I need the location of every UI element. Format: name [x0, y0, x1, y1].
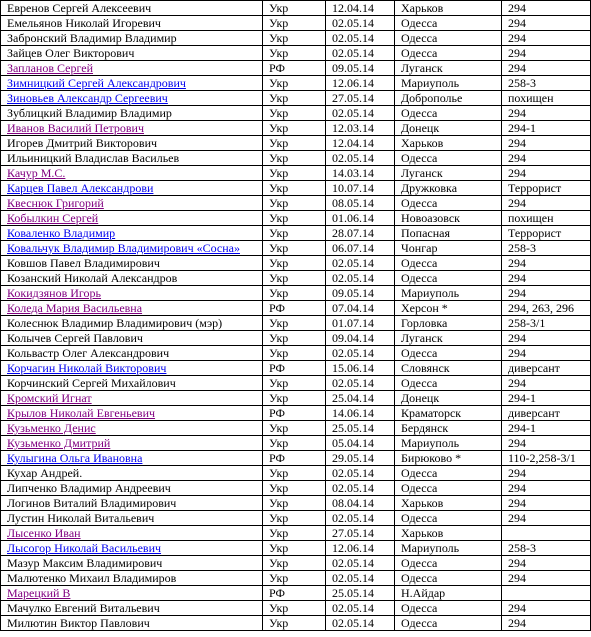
- person-link[interactable]: Кузьменко Дмитрий: [7, 436, 111, 450]
- name-cell: [1, 76, 263, 91]
- date-cell: 02.05.14: [326, 466, 395, 481]
- code-cell: 110-2,258-3/1: [502, 451, 591, 466]
- city-cell: Донецк: [395, 121, 502, 136]
- country-cell: Укр: [263, 511, 326, 526]
- date-cell: 09.05.14: [326, 61, 395, 76]
- table-row: [1, 151, 591, 166]
- name-cell: Зайцев Олег Викторович: [1, 46, 263, 61]
- person-link[interactable]: Кромский Игнат: [7, 391, 92, 405]
- city-cell: Доброполье: [395, 91, 502, 106]
- name-cell: Логинов Виталий Владимирович: [1, 496, 263, 511]
- city-cell: Бердянск: [395, 421, 502, 436]
- person-link[interactable]: Зиновьев Александр Сергеевич: [7, 91, 168, 105]
- country-cell: Укр: [263, 211, 326, 226]
- country-cell: РФ: [263, 586, 326, 601]
- name-cell: [1, 61, 263, 76]
- date-cell: 02.05.14: [326, 106, 395, 121]
- city-cell: Мариуполь: [395, 436, 502, 451]
- person-link[interactable]: Коваленко Владимир: [7, 226, 116, 240]
- date-cell: 08.04.14: [326, 496, 395, 511]
- table-row: [1, 211, 591, 226]
- date-cell: 12.04.14: [326, 136, 395, 151]
- person-link[interactable]: Кобылкин Сергей: [7, 211, 99, 225]
- date-cell: 02.05.14: [326, 601, 395, 616]
- country-cell: Укр: [263, 436, 326, 451]
- code-cell: [502, 526, 591, 541]
- code-cell: 294: [502, 1, 591, 16]
- country-cell: Укр: [263, 316, 326, 331]
- code-cell: 294: [502, 46, 591, 61]
- code-cell: 294-1: [502, 391, 591, 406]
- country-cell: РФ: [263, 61, 326, 76]
- name-cell: Игорев Дмитрий Викторович: [1, 136, 263, 151]
- name-cell: Евренов Сергей Алексеевич: [1, 1, 263, 16]
- person-link[interactable]: Зимницкий Сергей Александрович: [7, 76, 186, 90]
- city-cell: Луганск: [395, 166, 502, 181]
- person-link[interactable]: Кузьменко Денис: [7, 421, 96, 435]
- table-row: [1, 481, 591, 496]
- code-cell: 294: [502, 616, 591, 631]
- date-cell: 02.05.14: [326, 16, 395, 31]
- code-cell: 294: [502, 286, 591, 301]
- city-cell: Мариуполь: [395, 541, 502, 556]
- table-row: [1, 91, 591, 106]
- code-cell: 294-1: [502, 121, 591, 136]
- country-cell: Укр: [263, 166, 326, 181]
- name-cell: [1, 526, 263, 541]
- country-cell: Укр: [263, 226, 326, 241]
- city-cell: Донецк: [395, 391, 502, 406]
- name-cell: Кухар Андрей.: [1, 466, 263, 481]
- country-cell: Укр: [263, 241, 326, 256]
- person-link[interactable]: Коледа Мария Васильевна: [7, 301, 143, 315]
- code-cell: 294: [502, 466, 591, 481]
- country-cell: Укр: [263, 346, 326, 361]
- name-cell: [1, 211, 263, 226]
- city-cell: Одесса: [395, 151, 502, 166]
- table-row: [1, 61, 591, 76]
- code-cell: 294: [502, 511, 591, 526]
- table-row: [1, 226, 591, 241]
- date-cell: 27.05.14: [326, 526, 395, 541]
- code-cell: Террорист: [502, 181, 591, 196]
- date-cell: 02.05.14: [326, 256, 395, 271]
- name-cell: Ковшов Павел Владимирович: [1, 256, 263, 271]
- code-cell: 294: [502, 136, 591, 151]
- name-cell: Колеснюк Владимир Владимирович (мэр): [1, 316, 263, 331]
- city-cell: Краматорск: [395, 406, 502, 421]
- table-row: [1, 571, 591, 586]
- country-cell: Укр: [263, 541, 326, 556]
- country-cell: Укр: [263, 16, 326, 31]
- city-cell: Бирюково *: [395, 451, 502, 466]
- country-cell: Укр: [263, 496, 326, 511]
- name-cell: [1, 436, 263, 451]
- person-link[interactable]: Ковальчук Владимир Владимирович «Сосна»: [7, 241, 240, 255]
- name-cell: Корчинский Сергей Михайлович: [1, 376, 263, 391]
- table-row: [1, 451, 591, 466]
- date-cell: 12.03.14: [326, 121, 395, 136]
- name-cell: Мачулко Евгений Витальевич: [1, 601, 263, 616]
- name-cell: [1, 541, 263, 556]
- city-cell: Харьков: [395, 136, 502, 151]
- name-cell: [1, 196, 263, 211]
- name-cell: [1, 121, 263, 136]
- table-row: [1, 376, 591, 391]
- name-cell: [1, 91, 263, 106]
- table-row: [1, 136, 591, 151]
- person-link[interactable]: Марецкий В: [7, 586, 71, 600]
- city-cell: Одесса: [395, 271, 502, 286]
- city-cell: Херсон *: [395, 301, 502, 316]
- country-cell: Укр: [263, 121, 326, 136]
- code-cell: 294, 263, 296: [502, 301, 591, 316]
- person-link[interactable]: Иванов Василий Петрович: [7, 121, 145, 135]
- code-cell: похищен: [502, 211, 591, 226]
- table-row: [1, 241, 591, 256]
- code-cell: 258-3/1: [502, 316, 591, 331]
- country-cell: РФ: [263, 406, 326, 421]
- records-table-body: [1, 1, 591, 631]
- code-cell: 294: [502, 196, 591, 211]
- country-cell: РФ: [263, 451, 326, 466]
- date-cell: 02.05.14: [326, 346, 395, 361]
- city-cell: Новоазовск: [395, 211, 502, 226]
- city-cell: Одесса: [395, 16, 502, 31]
- date-cell: 25.05.14: [326, 586, 395, 601]
- code-cell: 294: [502, 601, 591, 616]
- city-cell: Одесса: [395, 256, 502, 271]
- code-cell: 294: [502, 106, 591, 121]
- city-cell: Одесса: [395, 481, 502, 496]
- name-cell: [1, 301, 263, 316]
- table-row: [1, 316, 591, 331]
- city-cell: Дружковка: [395, 181, 502, 196]
- code-cell: диверсант: [502, 406, 591, 421]
- city-cell: Одесса: [395, 31, 502, 46]
- country-cell: Укр: [263, 91, 326, 106]
- country-cell: Укр: [263, 556, 326, 571]
- country-cell: Укр: [263, 526, 326, 541]
- name-cell: Малютенко Михаил Владимиров: [1, 571, 263, 586]
- country-cell: РФ: [263, 361, 326, 376]
- country-cell: Укр: [263, 76, 326, 91]
- code-cell: похищен: [502, 91, 591, 106]
- date-cell: 02.05.14: [326, 571, 395, 586]
- table-row: [1, 121, 591, 136]
- table-row: [1, 601, 591, 616]
- name-cell: [1, 391, 263, 406]
- country-cell: Укр: [263, 151, 326, 166]
- date-cell: 09.05.14: [326, 286, 395, 301]
- name-cell: [1, 286, 263, 301]
- code-cell: 294: [502, 16, 591, 31]
- name-cell: [1, 226, 263, 241]
- code-cell: [502, 586, 591, 601]
- city-cell: Харьков: [395, 496, 502, 511]
- date-cell: 27.05.14: [326, 91, 395, 106]
- table-row: [1, 196, 591, 211]
- code-cell: 294: [502, 376, 591, 391]
- table-row: [1, 46, 591, 61]
- city-cell: Одесса: [395, 466, 502, 481]
- name-cell: Липченко Владимир Андреевич: [1, 481, 263, 496]
- person-link[interactable]: Кокидзянов Игорь: [7, 286, 102, 300]
- table-row: [1, 421, 591, 436]
- city-cell: Луганск: [395, 331, 502, 346]
- code-cell: Террорист: [502, 226, 591, 241]
- date-cell: 09.04.14: [326, 331, 395, 346]
- table-row: [1, 331, 591, 346]
- table-row: [1, 466, 591, 481]
- person-link[interactable]: Квеснюк Григорий: [7, 196, 104, 210]
- country-cell: Укр: [263, 331, 326, 346]
- country-cell: Укр: [263, 571, 326, 586]
- date-cell: 02.05.14: [326, 511, 395, 526]
- city-cell: Одесса: [395, 196, 502, 211]
- date-cell: 02.05.14: [326, 46, 395, 61]
- name-cell: Кольвастр Олег Александрович: [1, 346, 263, 361]
- country-cell: Укр: [263, 616, 326, 631]
- city-cell: Попасная: [395, 226, 502, 241]
- name-cell: [1, 181, 263, 196]
- table-row: [1, 526, 591, 541]
- person-link[interactable]: Лысенко Иван: [7, 526, 81, 540]
- table-row: [1, 496, 591, 511]
- country-cell: Укр: [263, 286, 326, 301]
- table-row: [1, 391, 591, 406]
- date-cell: 14.06.14: [326, 406, 395, 421]
- code-cell: 294: [502, 331, 591, 346]
- country-cell: Укр: [263, 1, 326, 16]
- city-cell: Горловка: [395, 316, 502, 331]
- code-cell: 294: [502, 496, 591, 511]
- country-cell: Укр: [263, 466, 326, 481]
- city-cell: Одесса: [395, 571, 502, 586]
- table-row: [1, 556, 591, 571]
- city-cell: Мариуполь: [395, 76, 502, 91]
- table-row: [1, 346, 591, 361]
- name-cell: Забронский Владимир Владимир: [1, 31, 263, 46]
- name-cell: Колычев Сергей Павлович: [1, 331, 263, 346]
- code-cell: 294: [502, 61, 591, 76]
- date-cell: 28.07.14: [326, 226, 395, 241]
- country-cell: РФ: [263, 301, 326, 316]
- name-cell: Лустин Николай Витальевич: [1, 511, 263, 526]
- date-cell: 02.05.14: [326, 271, 395, 286]
- city-cell: Одесса: [395, 106, 502, 121]
- city-cell: Луганск: [395, 61, 502, 76]
- table-row: [1, 76, 591, 91]
- table-row: [1, 16, 591, 31]
- code-cell: 294: [502, 436, 591, 451]
- code-cell: 294: [502, 31, 591, 46]
- country-cell: Укр: [263, 481, 326, 496]
- code-cell: 294-1: [502, 421, 591, 436]
- table-row: [1, 586, 591, 601]
- date-cell: 10.07.14: [326, 181, 395, 196]
- country-cell: Укр: [263, 271, 326, 286]
- city-cell: Мариуполь: [395, 286, 502, 301]
- table-row: [1, 106, 591, 121]
- name-cell: Козанский Николай Александров: [1, 271, 263, 286]
- city-cell: Одесса: [395, 616, 502, 631]
- country-cell: Укр: [263, 136, 326, 151]
- country-cell: Укр: [263, 196, 326, 211]
- person-link[interactable]: Запланов Сергей: [7, 61, 93, 75]
- country-cell: Укр: [263, 421, 326, 436]
- table-row: [1, 301, 591, 316]
- table-row: [1, 256, 591, 271]
- date-cell: 25.04.14: [326, 391, 395, 406]
- country-cell: Укр: [263, 256, 326, 271]
- table-row: [1, 436, 591, 451]
- table-row: [1, 1, 591, 16]
- name-cell: [1, 166, 263, 181]
- city-cell: Одесса: [395, 511, 502, 526]
- date-cell: 25.05.14: [326, 421, 395, 436]
- table-row: [1, 616, 591, 631]
- country-cell: Укр: [263, 181, 326, 196]
- name-cell: Мазур Максим Владимирович: [1, 556, 263, 571]
- table-row: [1, 166, 591, 181]
- person-link[interactable]: Корчагин Николай Викторович: [7, 361, 167, 375]
- table-row: [1, 361, 591, 376]
- person-link[interactable]: Лысогор Николай Васильевич: [7, 541, 162, 555]
- date-cell: 01.07.14: [326, 316, 395, 331]
- city-cell: Одесса: [395, 46, 502, 61]
- city-cell: Одесса: [395, 346, 502, 361]
- code-cell: 294: [502, 481, 591, 496]
- date-cell: 01.06.14: [326, 211, 395, 226]
- country-cell: Укр: [263, 106, 326, 121]
- date-cell: 08.05.14: [326, 196, 395, 211]
- city-cell: Чонгар: [395, 241, 502, 256]
- code-cell: 294: [502, 346, 591, 361]
- person-link[interactable]: Кулыгина Ольга Ивановна: [7, 451, 143, 465]
- table-row: [1, 271, 591, 286]
- city-cell: Харьков: [395, 1, 502, 16]
- name-cell: [1, 586, 263, 601]
- city-cell: Одесса: [395, 376, 502, 391]
- date-cell: 02.05.14: [326, 376, 395, 391]
- city-cell: Одесса: [395, 556, 502, 571]
- date-cell: 05.04.14: [326, 436, 395, 451]
- date-cell: 07.04.14: [326, 301, 395, 316]
- city-cell: Одесса: [395, 601, 502, 616]
- table-row: [1, 181, 591, 196]
- code-cell: 258-3: [502, 541, 591, 556]
- name-cell: Ильиницкий Владислав Васильев: [1, 151, 263, 166]
- name-cell: [1, 451, 263, 466]
- date-cell: 06.07.14: [326, 241, 395, 256]
- name-cell: [1, 241, 263, 256]
- table-row: [1, 286, 591, 301]
- code-cell: 294: [502, 166, 591, 181]
- city-cell: Н.Айдар: [395, 586, 502, 601]
- code-cell: 258-3: [502, 241, 591, 256]
- city-cell: Словянск: [395, 361, 502, 376]
- name-cell: Емельянов Николай Игоревич: [1, 16, 263, 31]
- code-cell: 294: [502, 571, 591, 586]
- date-cell: 12.04.14: [326, 1, 395, 16]
- code-cell: 294: [502, 151, 591, 166]
- date-cell: 15.06.14: [326, 361, 395, 376]
- name-cell: Милютин Виктор Павлович: [1, 616, 263, 631]
- name-cell: [1, 361, 263, 376]
- country-cell: Укр: [263, 601, 326, 616]
- name-cell: Зублицкий Владимир Владимир: [1, 106, 263, 121]
- person-link[interactable]: Карцев Павел Александрови: [7, 181, 154, 195]
- country-cell: Укр: [263, 46, 326, 61]
- date-cell: 02.05.14: [326, 151, 395, 166]
- date-cell: 02.05.14: [326, 616, 395, 631]
- date-cell: 14.03.14: [326, 166, 395, 181]
- date-cell: 02.05.14: [326, 481, 395, 496]
- person-link[interactable]: Крылов Николай Евгеньевич: [7, 406, 156, 420]
- person-link[interactable]: Качур М.С.: [7, 166, 66, 180]
- table-row: [1, 541, 591, 556]
- city-cell: Харьков: [395, 526, 502, 541]
- code-cell: диверсант: [502, 361, 591, 376]
- country-cell: Укр: [263, 376, 326, 391]
- date-cell: 29.05.14: [326, 451, 395, 466]
- date-cell: 12.06.14: [326, 541, 395, 556]
- name-cell: [1, 406, 263, 421]
- table-row: [1, 31, 591, 46]
- date-cell: 12.06.14: [326, 76, 395, 91]
- country-cell: Укр: [263, 391, 326, 406]
- country-cell: Укр: [263, 31, 326, 46]
- date-cell: 02.05.14: [326, 556, 395, 571]
- table-row: [1, 511, 591, 526]
- date-cell: 02.05.14: [326, 31, 395, 46]
- code-cell: 294: [502, 256, 591, 271]
- table-row: [1, 406, 591, 421]
- code-cell: 258-3: [502, 76, 591, 91]
- code-cell: 294: [502, 556, 591, 571]
- code-cell: 294: [502, 271, 591, 286]
- name-cell: [1, 421, 263, 436]
